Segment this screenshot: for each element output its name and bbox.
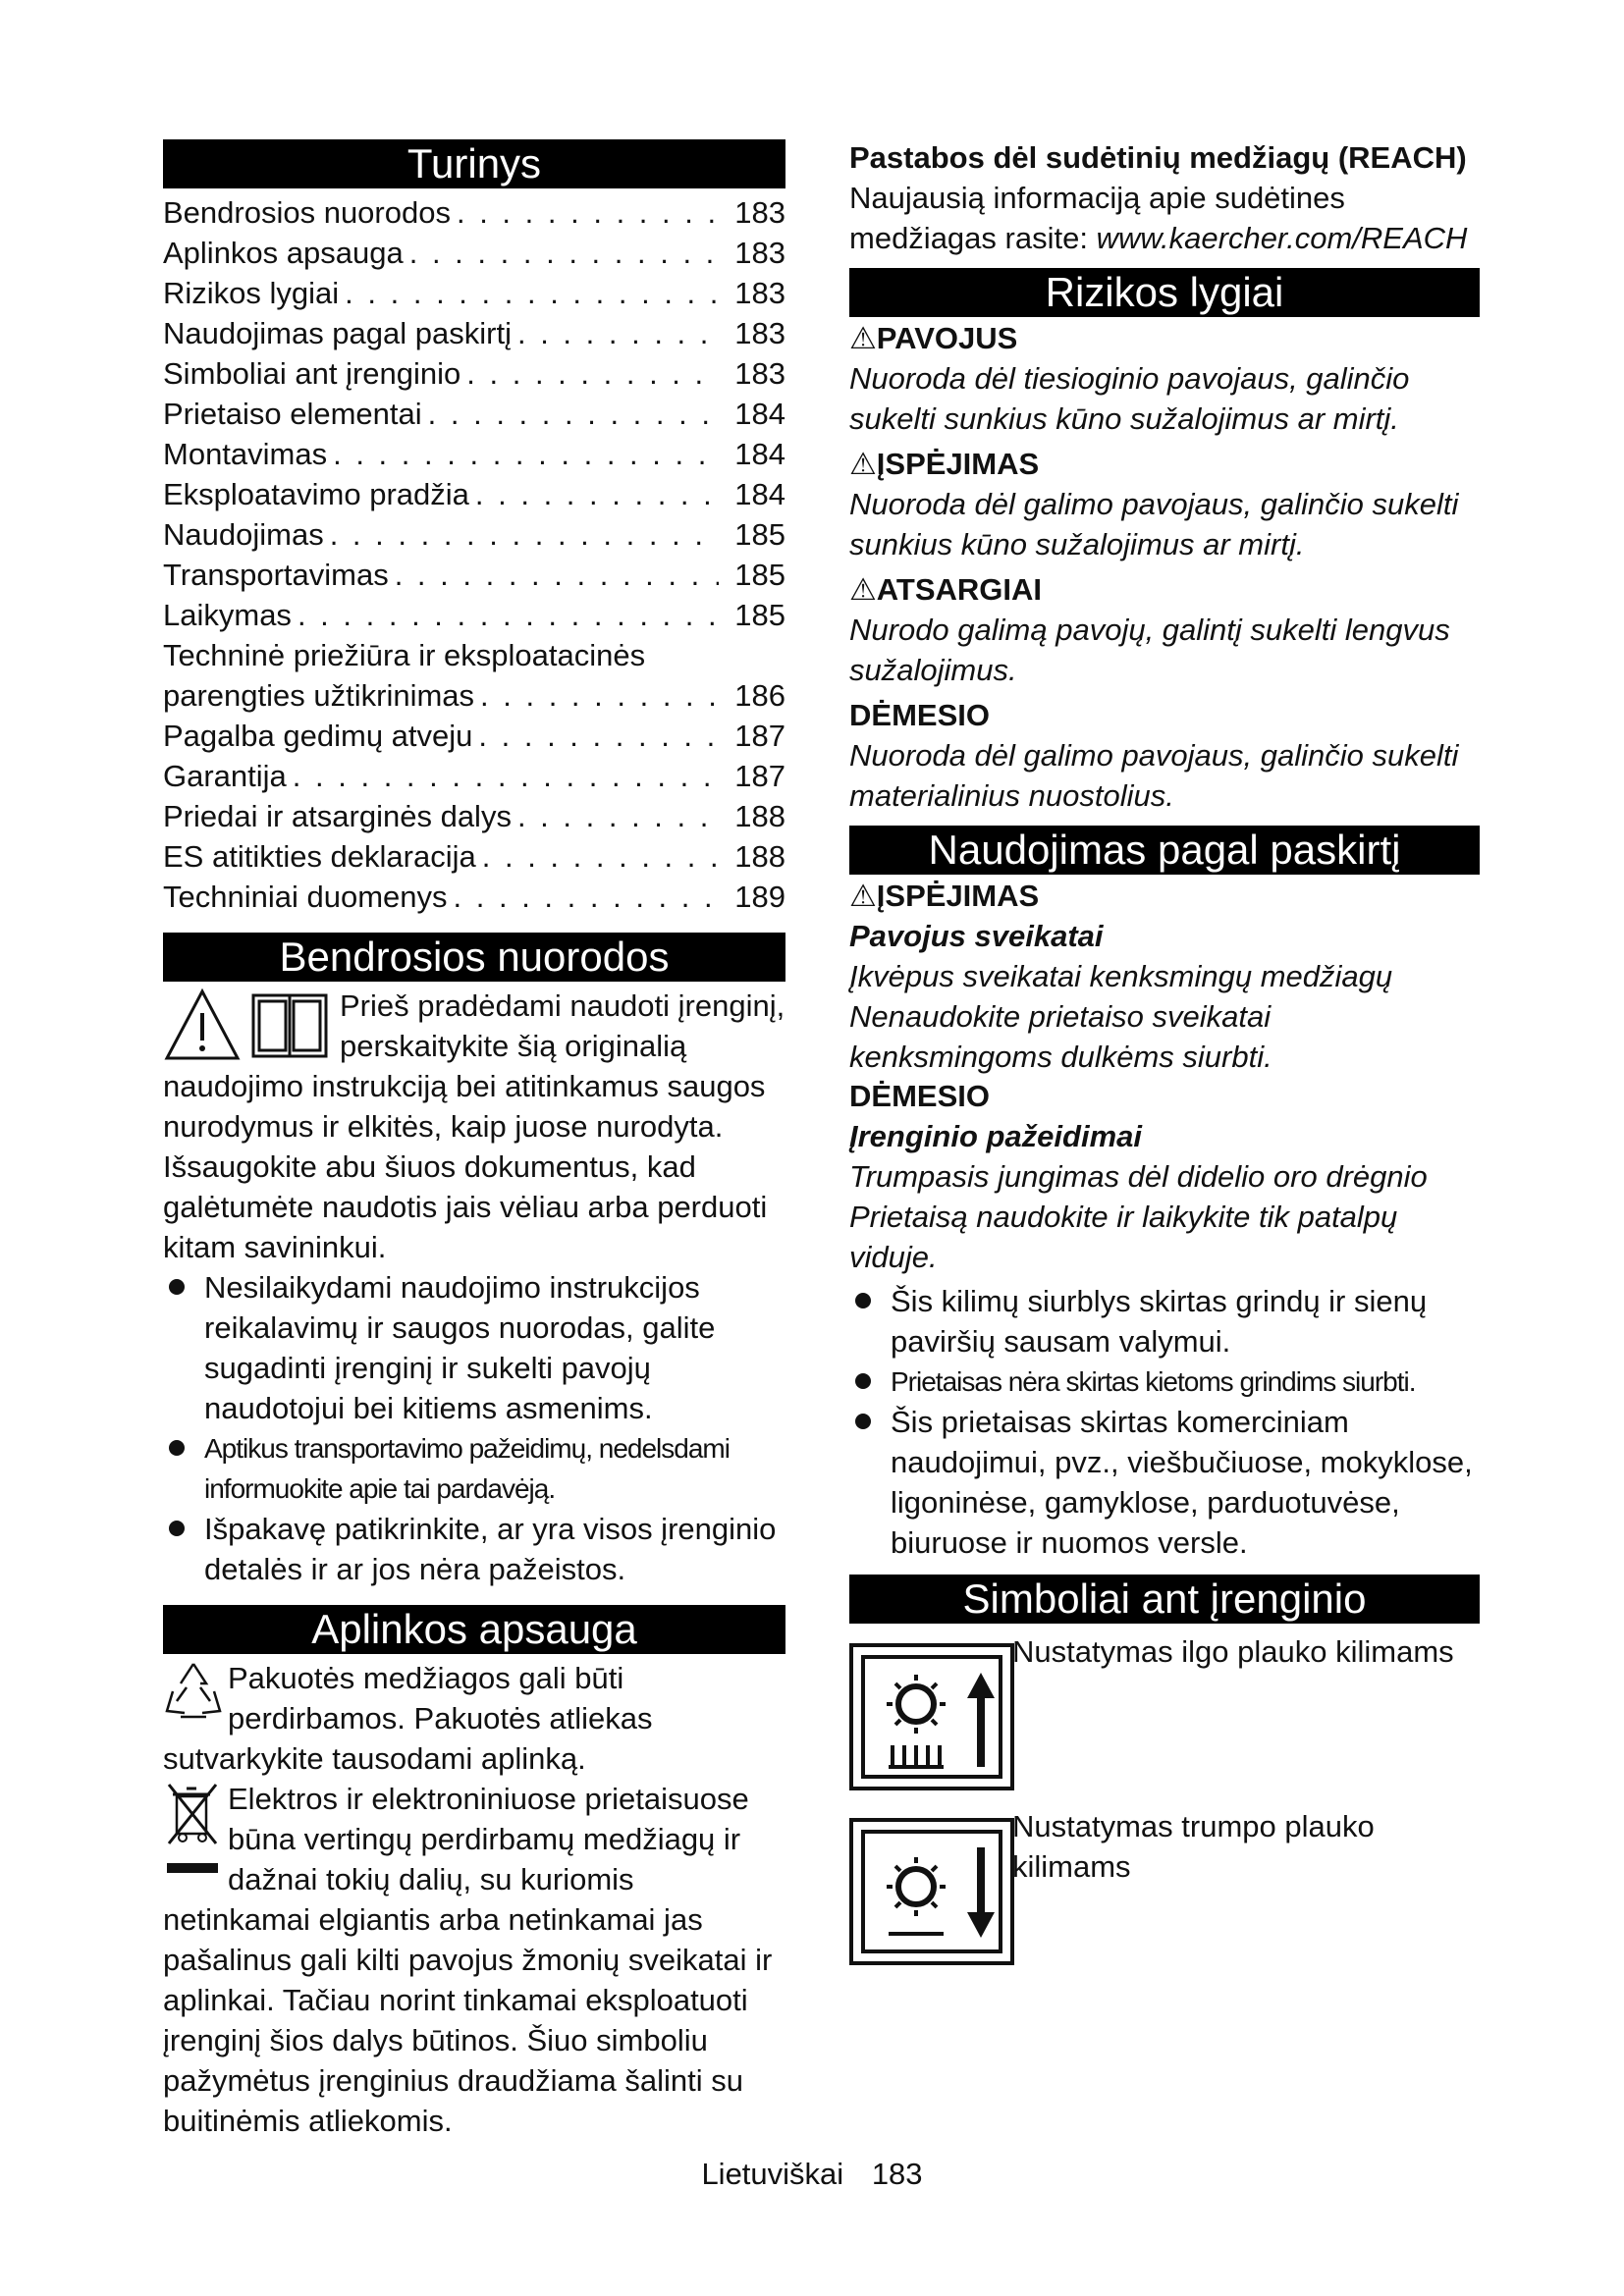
environment-heading: Aplinkos apsauga (163, 1605, 785, 1654)
intended-use-notice-heading: Įrenginio pažeidimai (849, 1119, 1142, 1153)
recycle-block (163, 1658, 785, 1779)
warning-triangle-icon: ⚠ (849, 447, 877, 481)
toc-heading: Turinys (163, 139, 785, 188)
weee-text: Elektros ir elektroniniuose prietaisuose būna vertingų perdirbamų medžiagų ir dažnai tokių dalių, su kuriomis netinkamai elgiantis arba netinkamai jas pašalinus gali kilti pavojus žmonių sveikatai ir aplinkai. Tačiau norint tinkamai eksploatuoti įrenginį šios dalys būtinos. Šiuo simboliu pažymėtus įrenginius draudžiama šalinti su buitinėmis atliekomis. (163, 1782, 773, 2138)
left-column (163, 139, 785, 2141)
symbols-heading: Simboliai ant įrenginio (849, 1575, 1480, 1624)
intended-use-heading: Naudojimas pagal paskirtį (849, 826, 1480, 875)
manual-book-icon (253, 995, 326, 1056)
risk-level-label: ⚠ĮSPĖJIMAS (849, 447, 1040, 481)
intended-use-warning-line: Nenaudokite prietaiso sveikatai kenksmingoms dulkėms siurbti. (849, 999, 1272, 1074)
intended-use-warning-label: ⚠ĮSPĖJIMAS (849, 879, 1040, 913)
intended-use-bullet: Šis prietaisas skirtas komerciniam naudojimui, pvz., viešbučiuose, mokyklose, ligoninėse, gamyklose, parduotuvėse, biuruose ir nuomos versle. (849, 1402, 1480, 1563)
general-bullet: Aptikus transportavimo pažeidimų, nedelsdami informuokite apie tai pardavėją. (163, 1428, 785, 1509)
reach-text: Naujausią informaciją apie sudėtines medžiagas rasite: www.kaercher.com/REACH (849, 181, 1468, 255)
toc-row[interactable]: Pagalba gedimų atveju . . . 187 (163, 716, 785, 756)
recycle-text: Pakuotės medžiagos gali būti perdirbamos. Pakuotės atliekas sutvarkykite tausodami aplinką. (163, 1661, 653, 1776)
toc-row-line1[interactable]: Techninė priežiūra ir eksploatacinės (163, 638, 646, 672)
risk-level-desc: Nuoroda dėl galimo pavojaus, galinčio sukelti sunkius kūno sužalojimus ar mirtį. (849, 487, 1459, 561)
footer-language: Lietuviškai (701, 2157, 844, 2191)
warning-triangle-icon: ⚠ (849, 572, 877, 607)
symbol-desc-long-pile: Nustatymas ilgo plauko kilimams (1012, 1634, 1454, 1669)
risk-level-desc: Nuoroda dėl galimo pavojaus, galinčio sukelti materialinius nuostolius. (849, 738, 1459, 813)
intended-use-warning-line: Įkvėpus sveikatai kenksmingų medžiagų (849, 959, 1393, 993)
toc-row[interactable]: Prietaiso elementai . . . 184 (163, 394, 785, 434)
toc-list (163, 192, 785, 917)
toc-row[interactable]: Eksploatavimo pradžia . . . 184 (163, 474, 785, 514)
footer-page-number: 183 (871, 2157, 923, 2191)
intended-use-bullet: Šis kilimų siurblys skirtas grindų ir sienų paviršių sausam valymui. (849, 1281, 1480, 1362)
intended-use-bullet: Prietaisas nėra skirtas kietoms grindims siurbti. (849, 1362, 1480, 1402)
toc-row[interactable]: parengties užtikrinimas . . . 186 (163, 675, 785, 716)
risk-level-desc: Nurodo galimą pavojų, galintį sukelti lengvus sužalojimus. (849, 613, 1450, 687)
toc-row[interactable]: Garantija . . . 187 (163, 756, 785, 796)
general-heading: Bendrosios nuorodos (163, 933, 785, 982)
toc-row[interactable]: Naudojimas . . . 185 (163, 514, 785, 555)
weee-block (163, 1779, 785, 2141)
long-pile-carpet-icon (849, 1643, 1014, 1790)
toc-row[interactable]: Priedai ir atsarginės dalys . . . 188 (163, 796, 785, 836)
toc-row[interactable]: ES atitikties deklaracija . . . 188 (163, 836, 785, 877)
warning-triangle-icon (163, 986, 336, 1066)
risk-level-desc: Nuoroda dėl tiesioginio pavojaus, galinčio sukelti sunkius kūno sužalojimus ar mirtį. (849, 361, 1410, 436)
general-intro-block (163, 986, 785, 1267)
toc-row[interactable]: Montavimas . . . 184 (163, 434, 785, 474)
reach-link[interactable]: www.kaercher.com/REACH (1096, 221, 1468, 255)
general-bullet: Nesilaikydami naudojimo instrukcijos reikalavimų ir saugos nuorodas, galite sugadinti įrenginį ir sukelti pavojų naudotojui bei kitiems asmenims. (163, 1267, 785, 1428)
risk-heading: Rizikos lygiai (849, 268, 1480, 317)
short-pile-carpet-icon (849, 1818, 1014, 1965)
toc-row[interactable]: Rizikos lygiai . . . 183 (163, 273, 785, 313)
warning-triangle-icon: ⚠ (849, 879, 877, 913)
toc-row[interactable]: Aplinkos apsauga . . . 183 (163, 233, 785, 273)
general-intro-text: Prieš pradėdami naudoti įrenginį, perskaitykite šią originalią naudojimo instrukciją bei atitinkamus saugos nurodymus ir elkitės, kaip juose nurodyta. Išsaugokite abu šiuos dokumentus, kad galėtumėte naudotis jais vėliau arba perduoti kitam savininkui. (163, 988, 785, 1264)
symbol-row-short-pile (849, 1806, 1480, 1973)
toc-row[interactable]: Techniniai duomenys . . . 189 (163, 877, 785, 917)
warning-and-manual-icons (163, 986, 336, 1066)
intended-use-warning-heading: Pavojus sveikatai (849, 919, 1104, 953)
toc-row[interactable]: Transportavimas . . . 185 (163, 555, 785, 595)
risk-level-label: DĖMESIO (849, 698, 990, 732)
intended-use-notice-line: Trumpasis jungimas dėl didelio oro drėgnio (849, 1159, 1428, 1194)
symbol-desc-short-pile: Nustatymas trumpo plauko kilimams (1012, 1809, 1375, 1884)
crossed-bin-icon (163, 1779, 228, 1896)
intended-use-notice-label: DĖMESIO (849, 1079, 990, 1113)
toc-row[interactable]: Naudojimas pagal paskirtį . . . 183 (163, 313, 785, 353)
toc-row[interactable]: Laikymas . . . 185 (163, 595, 785, 635)
recycle-icon (163, 1658, 228, 1736)
warning-triangle-icon: ⚠ (849, 321, 877, 355)
risk-level-label: ⚠ATSARGIAI (849, 572, 1042, 607)
risk-level-label: ⚠PAVOJUS (849, 321, 1018, 355)
page-footer (0, 2155, 1624, 2194)
reach-heading: Pastabos dėl sudėtinių medžiagų (REACH) (849, 140, 1467, 175)
symbol-row-long-pile (849, 1631, 1480, 1798)
right-column (849, 139, 1480, 1973)
intended-use-notice-line: Prietaisą naudokite ir laikykite tik patalpų viduje. (849, 1200, 1398, 1274)
toc-row[interactable]: Bendrosios nuorodos . . . 183 (163, 192, 785, 233)
toc-row[interactable]: Simboliai ant įrenginio . . . 183 (163, 353, 785, 394)
general-bullet: Išpakavę patikrinkite, ar yra visos įrenginio detalės ir ar jos nėra pažeistos. (163, 1509, 785, 1589)
